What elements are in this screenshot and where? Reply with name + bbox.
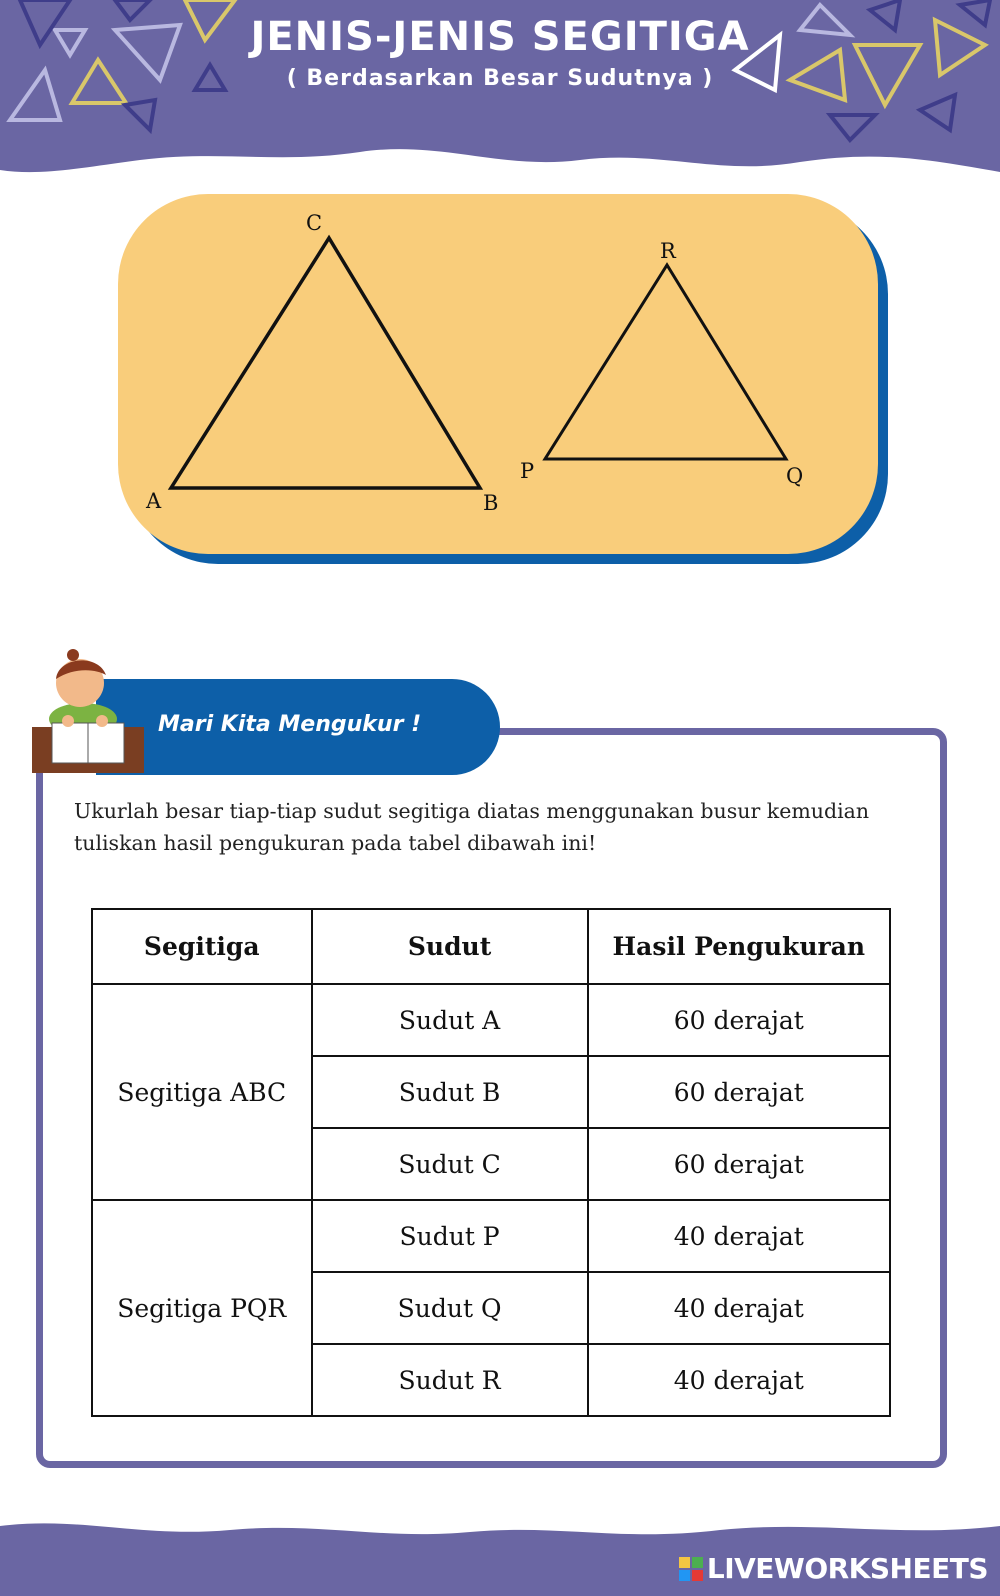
activity-banner-label: Mari Kita Mengukur !	[158, 712, 422, 737]
vertex-c-label: C	[306, 211, 323, 235]
measurement-table	[91, 908, 891, 1417]
table-header-row	[92, 909, 890, 984]
angle-cell: Sudut P	[312, 1200, 588, 1272]
result-cell[interactable]: 40 derajat	[588, 1272, 890, 1344]
student-writing-illustration	[28, 645, 148, 775]
group-name: Segitiga PQR	[92, 1200, 312, 1416]
angle-cell: Sudut A	[312, 984, 588, 1056]
table-row	[92, 984, 890, 1056]
result-cell[interactable]: 60 derajat	[588, 1128, 890, 1200]
result-cell[interactable]: 60 derajat	[588, 984, 890, 1056]
triangles-illustration	[110, 190, 890, 580]
header-segitiga: Segitiga	[92, 909, 312, 984]
page-subtitle: ( Berdasarkan Besar Sudutnya )	[286, 66, 714, 91]
result-cell[interactable]: 40 derajat	[588, 1200, 890, 1272]
header-sudut: Sudut	[312, 909, 588, 984]
vertex-a-label: A	[146, 489, 162, 513]
angle-cell: Sudut B	[312, 1056, 588, 1128]
vertex-p-label: P	[520, 459, 535, 483]
header-hasil: Hasil Pengukuran	[588, 909, 890, 984]
page-title: JENIS-JENIS SEGITIGA	[250, 14, 750, 60]
table-row	[92, 1200, 890, 1272]
result-cell[interactable]: 40 derajat	[588, 1344, 890, 1416]
vertex-q-label: Q	[786, 464, 804, 488]
instruction-text: Ukurlah besar tiap-tiap sudut segitiga diatas menggunakan busur kemudian tuliskan hasil pengukuran pada tabel dibawah ini!	[74, 799, 870, 855]
result-cell[interactable]: 60 derajat	[588, 1056, 890, 1128]
angle-cell: Sudut R	[312, 1344, 588, 1416]
brand-name[interactable]: LIVEWORKSHEETS	[706, 1552, 988, 1585]
vertex-b-label: B	[483, 491, 499, 515]
angle-cell: Sudut C	[312, 1128, 588, 1200]
group-name: Segitiga ABC	[92, 984, 312, 1200]
liveworksheets-logo-icon	[679, 1557, 703, 1581]
vertex-r-label: R	[660, 239, 676, 263]
angle-cell: Sudut Q	[312, 1272, 588, 1344]
